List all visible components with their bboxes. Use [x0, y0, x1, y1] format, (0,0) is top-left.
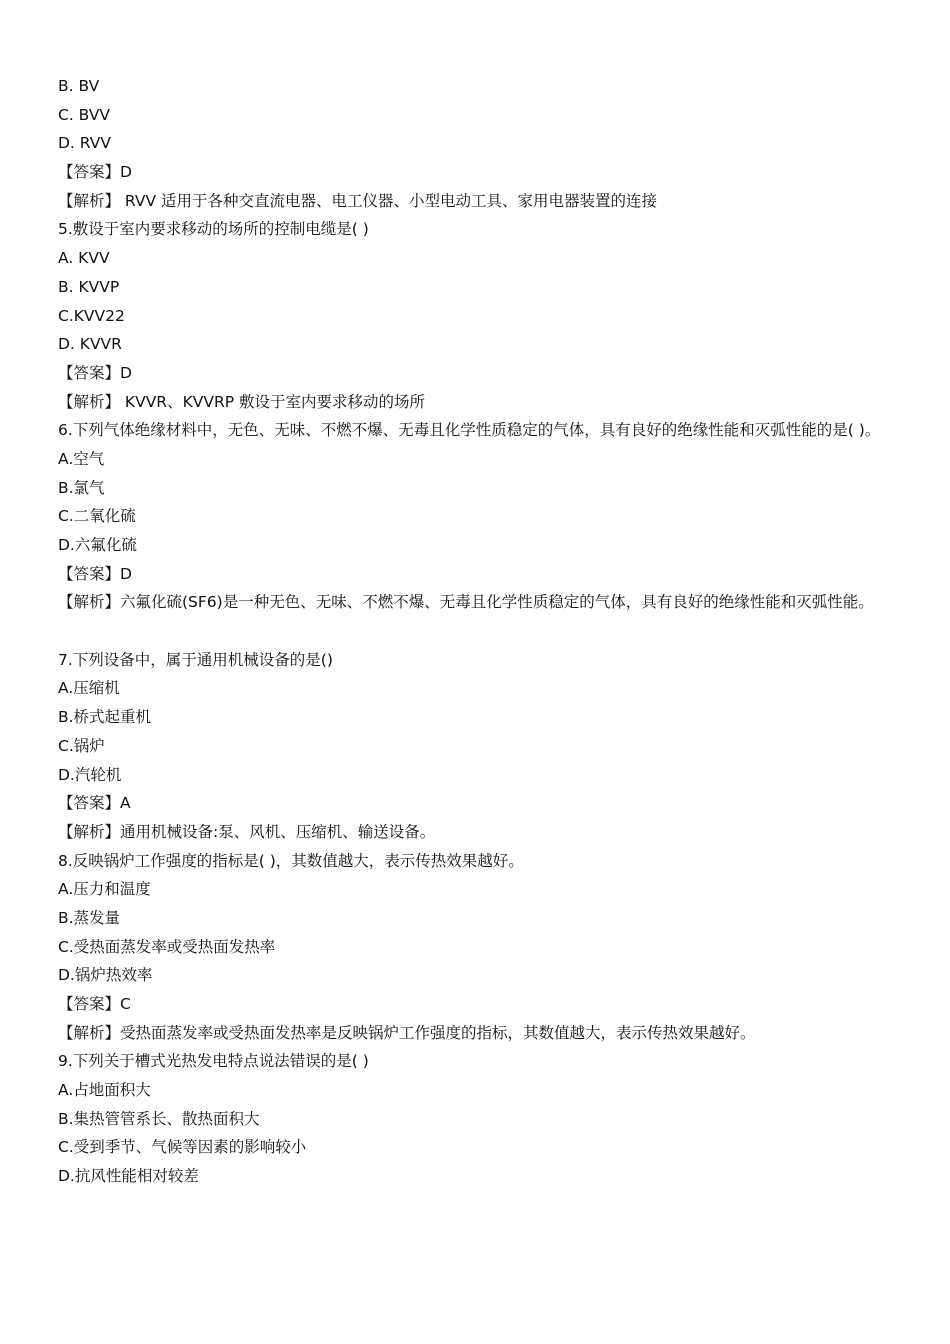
- q5-option-d: D. KVVR: [58, 335, 122, 354]
- q8-question: 8.反映锅炉工作强度的指标是( )，其数值越大，表示传热效果越好。: [58, 851, 524, 870]
- question-8-block: [58, 847, 898, 1048]
- blank-line: [58, 617, 898, 646]
- q6-question: 6.下列气体绝缘材料中，无色、无味、不燃不爆、无毒且化学性质稳定的气体，具有良好的绝缘性能和灭弧性能的是( )。: [58, 421, 881, 440]
- q5-option-c: C.KVV22: [58, 306, 125, 325]
- q5-option-a: A. KVV: [58, 249, 110, 268]
- q8-option-a: A.压力和温度: [58, 880, 151, 899]
- q6-option-c: C.二氧化硫: [58, 507, 136, 526]
- q9-option-c: C.受到季节、气候等因素的影响较小: [58, 1138, 307, 1157]
- q5-analysis: 【解析】 KVVR、KVVRP 敷设于室内要求移动的场所: [58, 392, 425, 411]
- q7-option-d: D.汽轮机: [58, 765, 122, 784]
- q6-option-d: D.六氟化硫: [58, 536, 137, 555]
- q7-option-a: A.压缩机: [58, 679, 120, 698]
- q9-option-b: B.集热管管系长、散热面积大: [58, 1109, 260, 1128]
- q7-option-c: C.锅炉: [58, 736, 105, 755]
- q8-analysis: 【解析】受热面蒸发率或受热面发热率是反映锅炉工作强度的指标，其数值越大，表示传热效果越好。: [58, 1023, 756, 1042]
- q7-question: 7.下列设备中，属于通用机械设备的是(): [58, 650, 333, 669]
- q6-answer: 【答案】D: [58, 564, 132, 583]
- q8-option-d: D.锅炉热效率: [58, 966, 153, 985]
- q9-option-d: D.抗风性能相对较差: [58, 1167, 199, 1186]
- q4-option-c: C. BVV: [58, 105, 111, 124]
- q6-analysis: 【解析】六氟化硫(SF6)是一种无色、无味、不燃不爆、无毒且化学性质稳定的气体，具有良好的绝缘性能和灭弧性能。: [58, 593, 874, 612]
- document-page: [58, 72, 898, 1191]
- q8-option-c: C.受热面蒸发率或受热面发热率: [58, 937, 276, 956]
- question-9-block: [58, 1047, 898, 1190]
- q5-option-b: B. KVVP: [58, 277, 120, 296]
- q4-option-d: D. RVV: [58, 134, 111, 153]
- q9-question: 9.下列关于槽式光热发电特点说法错误的是( ): [58, 1052, 369, 1071]
- q6-option-b: B.氯气: [58, 478, 105, 497]
- q9-option-a: A.占地面积大: [58, 1081, 151, 1100]
- question-6-block: [58, 416, 898, 617]
- q8-answer: 【答案】C: [58, 995, 131, 1014]
- q7-option-b: B.桥式起重机: [58, 708, 152, 727]
- question-4-block: [58, 72, 898, 215]
- q8-option-b: B.蒸发量: [58, 908, 121, 927]
- q7-answer: 【答案】A: [58, 794, 131, 813]
- q4-answer: 【答案】D: [58, 163, 132, 182]
- q6-option-a: A.空气: [58, 449, 105, 468]
- q5-answer: 【答案】D: [58, 363, 132, 382]
- question-7-block: [58, 646, 898, 847]
- q7-analysis: 【解析】通用机械设备:泵、风机、压缩机、输送设备。: [58, 822, 436, 841]
- q4-option-b: B. BV: [58, 77, 100, 95]
- q5-question: 5.敷设于室内要求移动的场所的控制电缆是( ): [58, 220, 369, 239]
- q4-analysis: 【解析】 RVV 适用于各种交直流电器、电工仪器、小型电动工具、家用电器装置的连接: [58, 191, 657, 210]
- question-5-block: [58, 215, 898, 416]
